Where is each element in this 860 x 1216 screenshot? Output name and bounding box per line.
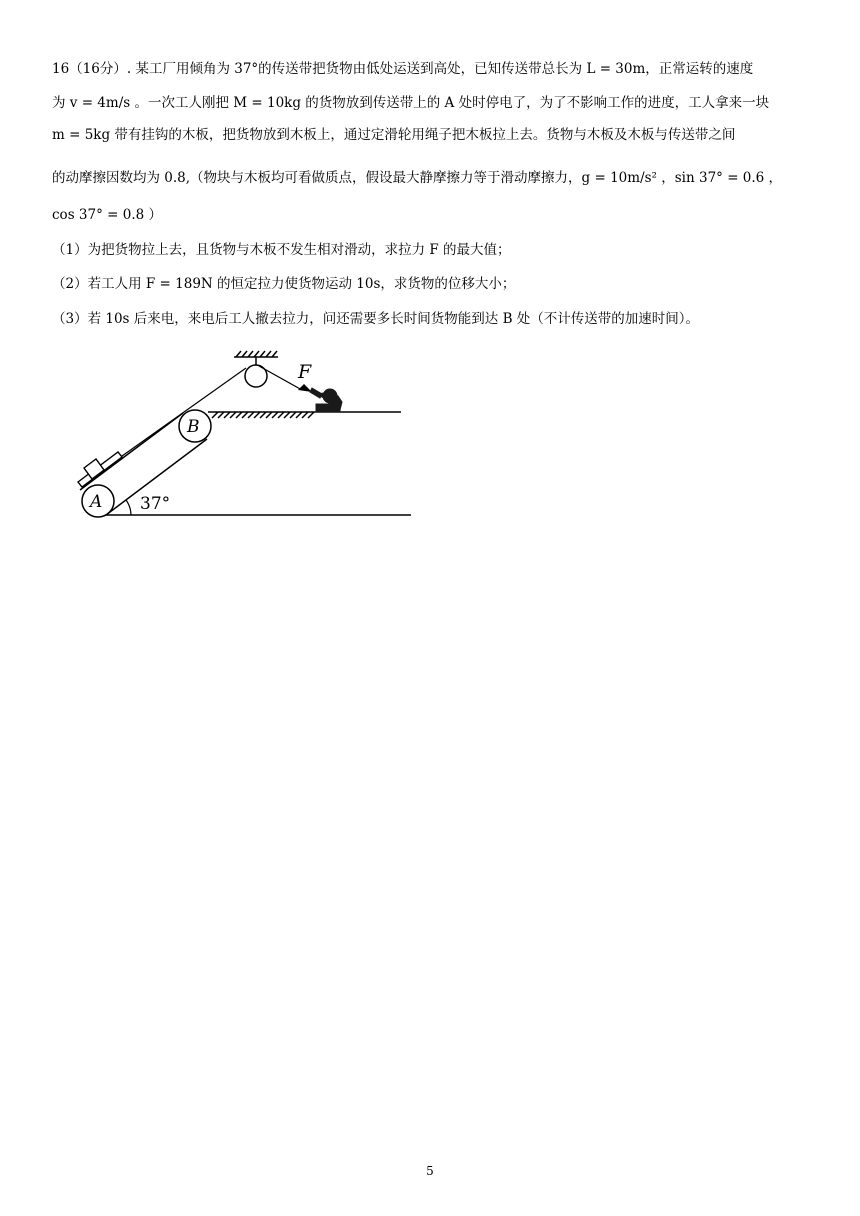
worker-figure	[310, 388, 342, 412]
angle-arc	[126, 500, 131, 515]
page-number: 5	[426, 1164, 434, 1178]
upper-ground	[208, 412, 401, 418]
question-2: （2）若工人用 F = 189N 的恒定拉力使货物运动 10s，求货物的位移大小；	[52, 276, 516, 292]
question-1: （1）为把货物拉上去，且货物与木板不发生相对滑动，求拉力 F 的最大值；	[52, 242, 511, 258]
problem-text-line-4: 的动摩擦因数均为 0.8,（物块与木板均可看做质点，假设最大静摩擦力等于滑动摩擦力，g = 10m/s² ，sin 37° = 0.6 ，	[52, 170, 783, 186]
question-3: （3）若 10s 后来电，来电后工人撤去拉力，问还需要多长时间货物能到达 B 处（不计传送带的加速时间）。	[52, 311, 700, 327]
conveyor-belt-diagram	[76, 344, 416, 524]
problem-text-line-2: 为 v = 4m/s 。一次工人刚把 M = 10kg 的货物放到传送带上的 A 处时停电了，为了不影响工作的进度，工人拿来一块	[52, 95, 770, 111]
ceiling-support	[234, 351, 278, 366]
force-label: F	[298, 361, 312, 383]
force-arrow-head	[298, 384, 312, 392]
problem-text-line-3: m = 5kg 带有挂钩的木板，把货物放到木板上，通过定滑轮用绳子把木板拉上去。货物与木板及木板与传送带之间	[52, 127, 736, 143]
cargo-on-board	[78, 452, 122, 487]
conveyor-belt-figure	[76, 344, 416, 524]
problem-text-line-1: 16（16分）. 某工厂用倾角为 37°的传送带把货物由低处运送到高处，已知传送带总长为 L = 30m，正常运转的速度	[52, 61, 754, 77]
angle-label: 37°	[140, 494, 171, 514]
roller-b-label: B	[187, 417, 200, 437]
problem-text-line-5: cos 37° = 0.8 ）	[52, 207, 162, 223]
roller-a-label: A	[90, 492, 103, 512]
